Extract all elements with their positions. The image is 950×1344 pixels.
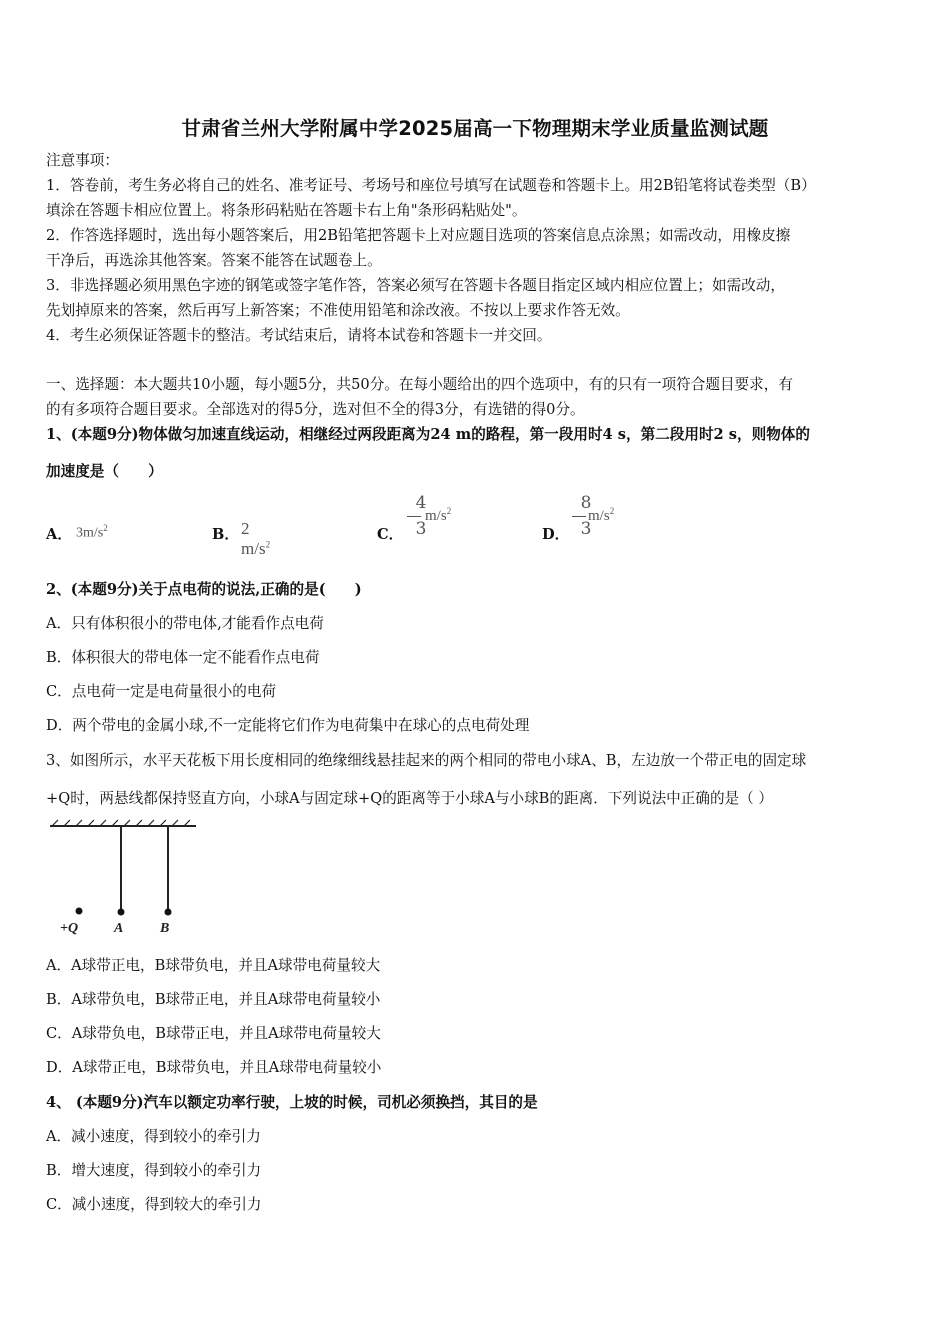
page-title: 甘肃省兰州大学附属中学2025届高一下物理期末学业质量监测试题 [181,117,769,140]
option-label: A． [46,526,72,543]
q1-stem: 加速度是（ ） [46,463,163,480]
q1-stem: 1、(本题9分)物体做匀加速直线运动，相继经过两段距离为24 m的路程，第一段用时4 s，第二段用时2 s，则物体的 [46,426,810,443]
fraction-denominator: 3 [415,519,427,539]
option-sup: 2 [609,506,615,516]
option-label: D． [542,526,570,543]
charge-q-ball [76,908,83,915]
fraction-numerator: 8 [580,493,592,513]
q3-stem: 3、如图所示，水平天花板下用长度相同的绝缘细线悬挂起来的两个相同的带电小球A、B，左边放一个带正电的固定球 [46,752,807,769]
q2-option: D．两个带电的金属小球,不一定能将它们作为电荷集中在球心的点电荷处理 [46,717,530,734]
option-value: 2 m/s [241,519,266,558]
section-intro: 的有多项符合题目要求。全部选对的得5分，选对但不全的得3分，有选错的得0分。 [46,401,585,418]
notice-line: 3．非选择题必须用黑色字迹的钢笔或签字笔作答，答案必须写在答题卡各题目指定区域内相应位置上；如需改动， [46,277,785,294]
q4-option: A．减小速度，得到较小的牵引力 [46,1128,261,1145]
notice-line: 填涂在答题卡相应位置上。将条形码粘贴在答题卡右上角"条形码粘贴处"。 [46,202,527,219]
q2-stem: 2、(本题9分)关于点电荷的说法,正确的是( ) [46,581,362,598]
option-value: 3m/s [76,525,104,541]
notice-line: 干净后，再选涂其他答案。答案不能答在试题卷上。 [46,252,382,269]
q1-options [46,493,908,558]
ball-b [165,909,172,916]
q2-option: C．点电荷一定是电荷量很小的电荷 [46,683,277,700]
section-intro: 一、选择题：本大题共10小题，每小题5分，共50分。在每小题给出的四个选项中，有的只有一项符合题目要求，有 [46,376,793,393]
option-label: C． [377,526,404,543]
q3-option: C．A球带负电，B球带正电，并且A球带电荷量较大 [46,1025,381,1042]
option-sup: 2 [446,506,452,516]
option-unit: m/s [588,508,610,524]
fraction-numerator: 4 [415,493,427,513]
notice-line: 4．考生必须保证答题卡的整洁。考试结束后，请将本试卷和答题卡一并交回。 [46,327,552,344]
notice-line: 先划掉原来的答案，然后再写上新答案；不准使用铅笔和涂改液。不按以上要求作答无效。 [46,302,630,319]
notice-heading: 注意事项： [46,152,119,169]
label-a: A [114,921,124,936]
fraction-denominator: 3 [580,519,592,539]
q3-option: B．A球带负电，B球带正电，并且A球带电荷量较小 [46,991,381,1008]
ceiling [50,820,196,826]
notice-line: 2．作答选择题时，选出每小题答案后，用2B铅笔把答题卡上对应题目选项的答案信息点涂黑；如需改动，用橡皮擦 [46,227,791,244]
pendulum-figure [46,816,206,940]
option-sup: 2 [265,539,271,550]
q4-stem: 4、 (本题9分)汽车以额定功率行驶，上坡的时候，司机必须换挡，其目的是 [46,1094,538,1111]
q2-option: B．体积很大的带电体一定不能看作点电荷 [46,649,320,666]
q4-option: C．减小速度，得到较大的牵引力 [46,1196,262,1213]
q3-stem: +Q时，两悬线都保持竖直方向，小球A与固定球+Q的距离等于小球A与小球B的距离．下列说法中正确的是（ ） [46,790,773,807]
q4-option: B．增大速度，得到较小的牵引力 [46,1162,262,1179]
option-unit: m/s [425,508,447,524]
notice-line: 1．答卷前，考生务必将自己的姓名、准考证号、考场号和座位号填写在试题卷和答题卡上。用2B铅笔将试卷类型（B） [46,177,816,194]
option-sup: 2 [103,523,108,533]
label-b: B [160,921,170,936]
q2-option: A．只有体积很小的带电体,才能看作点电荷 [46,615,324,632]
label-q: +Q [60,921,79,936]
option-label: B． [212,526,239,543]
ball-a [118,909,125,916]
q3-option: A．A球带正电，B球带负电，并且A球带电荷量较大 [46,957,381,974]
q3-option: D．A球带正电，B球带负电，并且A球带电荷量较小 [46,1059,382,1076]
